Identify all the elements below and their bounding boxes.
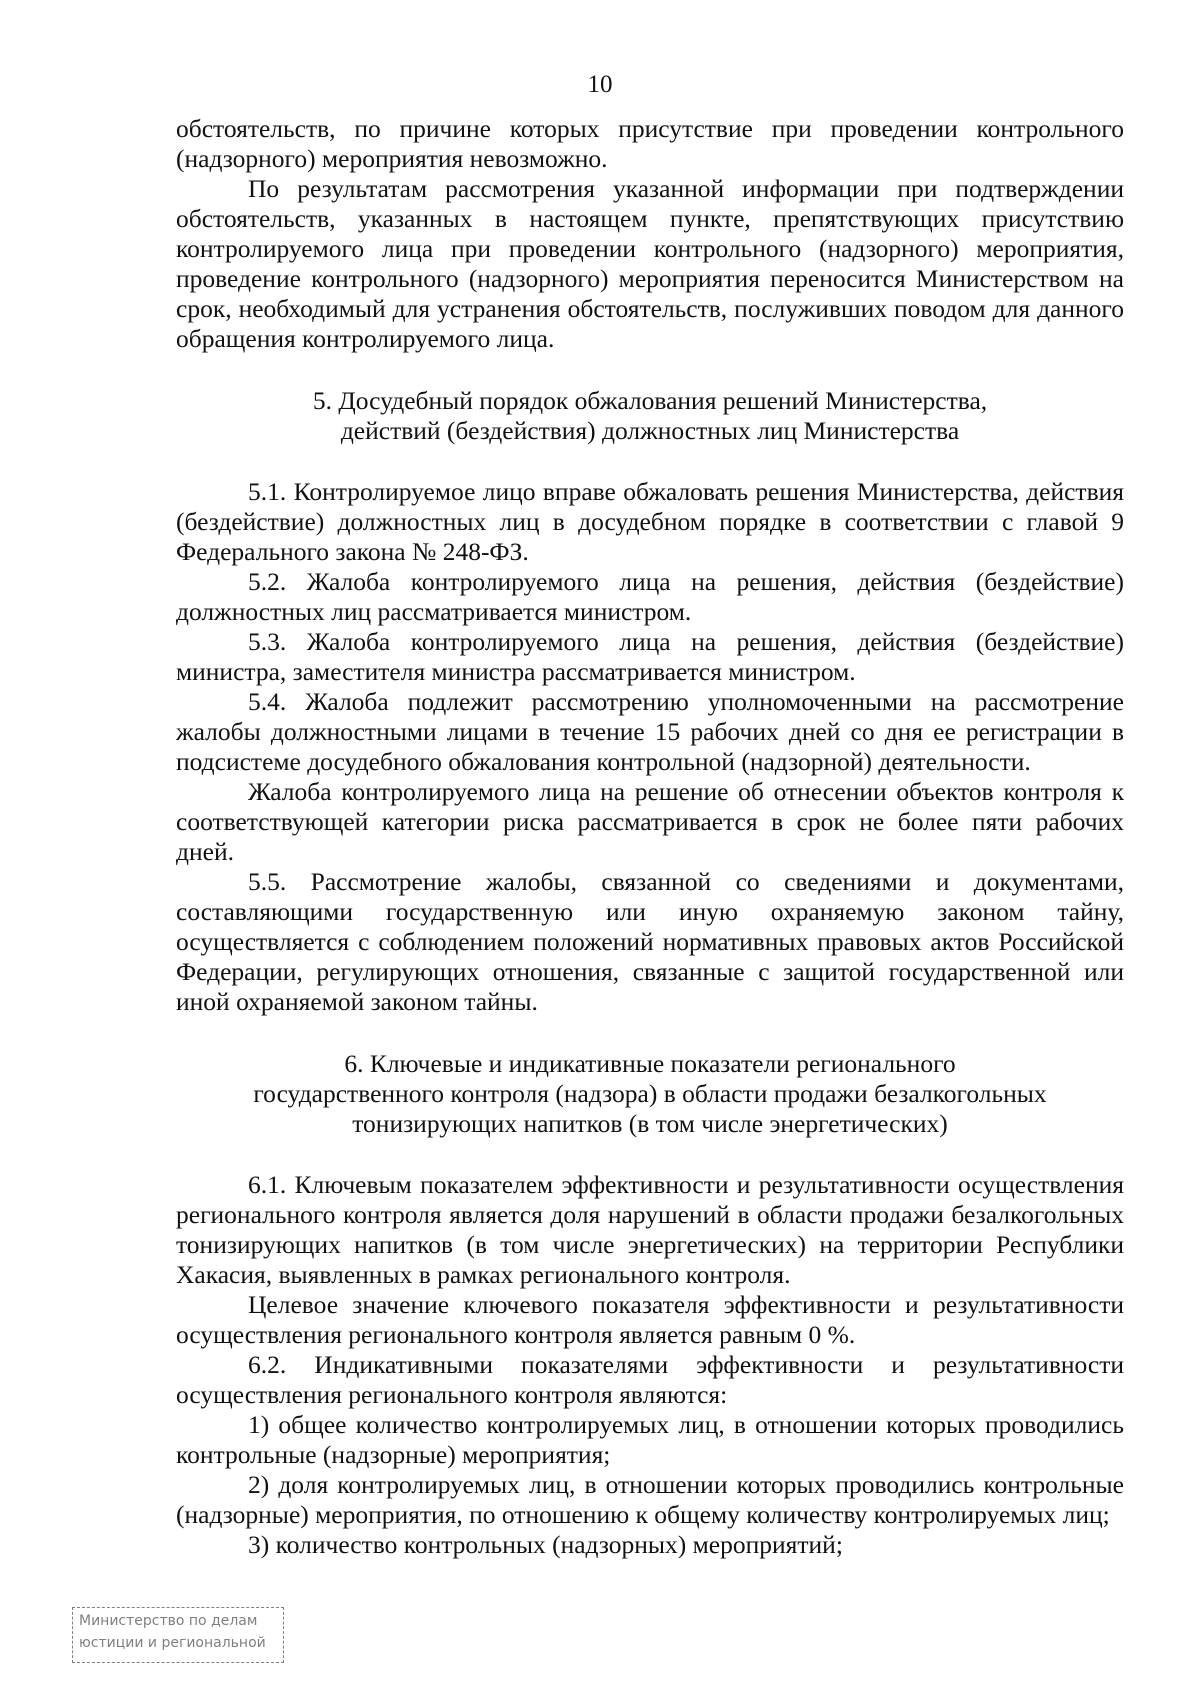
section-6-heading-line3: тонизирующих напитков (в том числе энергетических)	[352, 1109, 948, 1138]
registration-stamp	[72, 1607, 284, 1663]
stamp-line1: Министерство по делам	[79, 1613, 258, 1629]
clause-6-2: 6.2. Индикативными показателями эффективности и результативности осуществления регионального контроля являются:	[176, 1350, 1124, 1409]
clause-5-3: 5.3. Жалоба контролируемого лица на решения, действия (бездействие) министра, заместителя министра рассматривается министром.	[176, 627, 1124, 686]
document-body	[176, 114, 1124, 1560]
clause-5-4: 5.4. Жалоба подлежит рассмотрению уполномоченными на рассмотрение жалобы должностными лицами в течение 15 рабочих дней со дня ее регистрации в подсистеме досудебного обжалования контрольной (надзорной) деятельности.	[176, 687, 1124, 776]
stamp-line2: юстиции и региональной	[79, 1635, 266, 1651]
clause-5-1: 5.1. Контролируемое лицо вправе обжаловать решения Министерства, действия (бездействие) должностных лиц в досудебном порядке в соответствии с главой 9 Федерального закона № 248-ФЗ.	[176, 477, 1124, 566]
paragraph-continuation: обстоятельств, по причине которых присутствие при проведении контрольного (надзорного) мероприятия невозможно.	[176, 114, 1124, 173]
section-6-heading-line1: 6. Ключевые и индикативные показатели регионального	[344, 1049, 956, 1078]
clause-6-1-target: Целевое значение ключевого показателя эффективности и результативности осуществления регионального контроля является равным 0 %.	[176, 1290, 1124, 1349]
paragraph-postponement: По результатам рассмотрения указанной информации при подтверждении обстоятельств, указанных в настоящем пункте, препятствующих присутствию контролируемого лица при проведении контрольного (надзорного) мероприятия, проведение контрольного (надзорного) мероприятия переносится Министерством на срок, необходимый для устранения обстоятельств, послуживших поводом для данного обращения контролируемого лица.	[176, 174, 1124, 353]
page-number: 10	[587, 71, 613, 98]
section-6-heading-line2: государственного контроля (надзора) в области продажи безалкогольных	[253, 1079, 1047, 1108]
section-5-heading	[176, 386, 1124, 446]
clause-6-1: 6.1. Ключевым показателем эффективности и результативности осуществления регионального контроля является доля нарушений в области продажи безалкогольных тонизирующих напитков (в том числе энергетических) на территории Республики Хакасия, выявленных в рамках регионального контроля.	[176, 1170, 1124, 1289]
clause-5-4-extra: Жалоба контролируемого лица на решение об отнесении объектов контроля к соответствующей категории риска рассматривается в срок не более пяти рабочих дней.	[176, 777, 1124, 866]
section-5-heading-line1: 5. Досудебный порядок обжалования решений Министерства,	[312, 386, 988, 415]
section-5-heading-line2: действий (бездействия) должностных лиц Министерства	[340, 416, 960, 445]
clause-5-5: 5.5. Рассмотрение жалобы, связанной со сведениями и документами, составляющими государственную или иную охраняемую законом тайну, осуществляется с соблюдением положений нормативных правовых актов Российской Федерации, регулирующих отношения, связанные с защитой государственной или иной охраняемой законом тайны.	[176, 867, 1124, 1016]
list-item-2: 2) доля контролируемых лиц, в отношении которых проводились контрольные (надзорные) мероприятия, по отношению к общему количеству контролируемых лиц;	[176, 1470, 1124, 1529]
section-6-heading	[176, 1049, 1124, 1139]
clause-5-2: 5.2. Жалоба контролируемого лица на решения, действия (бездействие) должностных лиц рассматривается министром.	[176, 567, 1124, 626]
list-item-3: 3) количество контрольных (надзорных) мероприятий;	[248, 1530, 843, 1559]
list-item-1: 1) общее количество контролируемых лиц, в отношении которых проводились контрольные (надзорные) мероприятия;	[176, 1410, 1124, 1469]
